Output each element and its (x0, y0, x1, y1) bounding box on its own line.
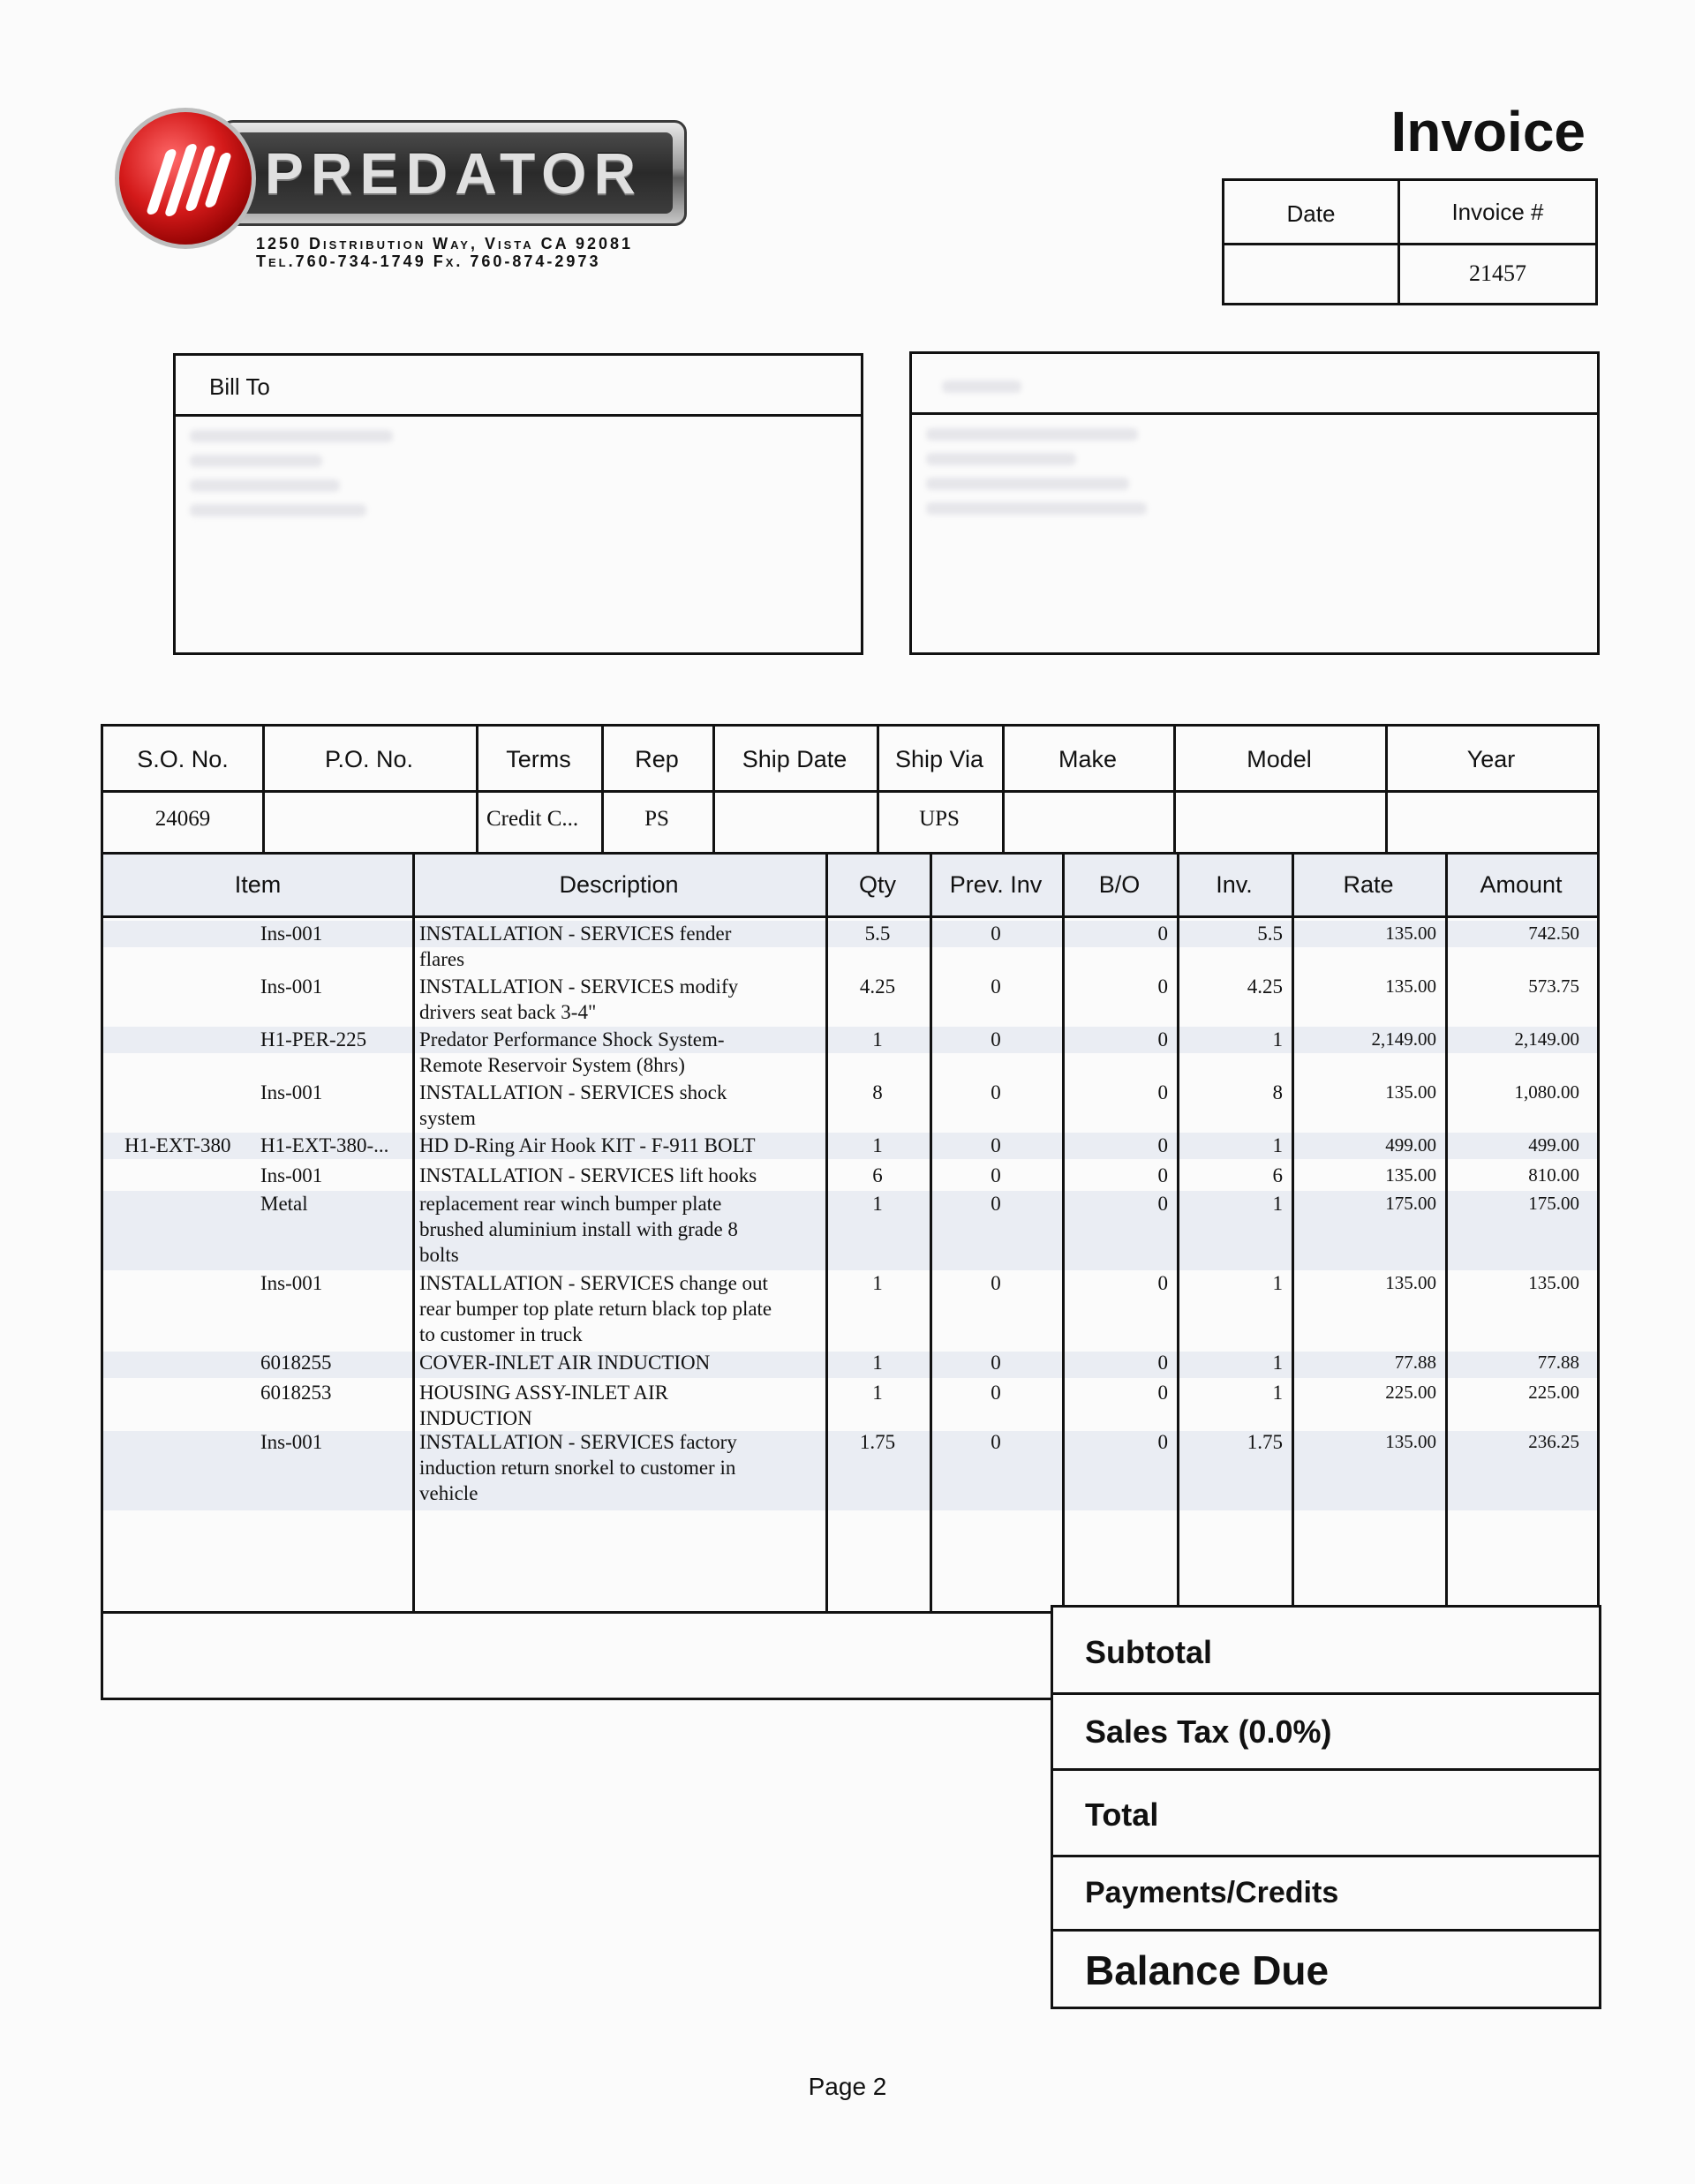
bill-to-label: Bill To (209, 373, 270, 400)
item-header-7: Amount (1480, 871, 1563, 898)
description-line: HD D-Ring Air Hook KIT - F-911 BOLT (419, 1134, 756, 1156)
item-backorder: 0 (1157, 975, 1168, 998)
bill-to-box (173, 353, 863, 655)
item-prev-inv: 0 (991, 1352, 1001, 1374)
description-line: INSTALLATION - SERVICES factory (419, 1431, 737, 1453)
order-header-5: Ship Via (894, 746, 984, 772)
company-logo-text: PREDATOR (264, 140, 644, 206)
item-code: Ins-001 (260, 975, 323, 998)
item-invoiced: 1 (1272, 1028, 1283, 1051)
item-invoiced: 1 (1272, 1352, 1283, 1374)
subtotal-label: Subtotal (1085, 1634, 1212, 1670)
page-number: Page 2 (808, 2073, 887, 2100)
item-qty: 1 (872, 1134, 883, 1156)
invoice-number-label: Invoice # (1451, 199, 1544, 225)
item-code: Ins-001 (260, 923, 323, 945)
item-code: Ins-001 (260, 1081, 323, 1103)
description-line: vehicle (419, 1482, 478, 1504)
item-code: 6018253 (260, 1382, 332, 1404)
description-line: INSTALLATION - SERVICES shock (419, 1081, 727, 1103)
item-description (419, 1380, 822, 1431)
item-description (419, 921, 822, 972)
item-qty: 1 (872, 1382, 883, 1404)
item-qty: 1 (872, 1028, 883, 1051)
item-prev-inv: 0 (991, 923, 1001, 945)
item-backorder: 0 (1157, 1028, 1168, 1051)
item-rate: 2,149.00 (1371, 1028, 1436, 1050)
item-amount: 236.25 (1528, 1431, 1579, 1452)
line-items-table (101, 724, 1600, 1700)
item-amount: 175.00 (1528, 1193, 1579, 1214)
item-header-5: Inv. (1216, 871, 1253, 898)
item-backorder: 0 (1157, 923, 1168, 945)
item-header-1: Description (559, 871, 679, 898)
order-header-0: S.O. No. (137, 746, 229, 772)
item-qty: 6 (872, 1164, 883, 1186)
invoice-info-box (1222, 178, 1598, 305)
description-line: HOUSING ASSY-INLET AIR (419, 1382, 668, 1404)
item-header-4: B/O (1098, 871, 1141, 898)
item-invoiced: 6 (1272, 1164, 1283, 1186)
order-header-4: Ship Date (742, 746, 848, 772)
item-header-0: Item (234, 871, 282, 898)
document-title: Invoice (1390, 100, 1586, 163)
item-code: 6018255 (260, 1352, 332, 1374)
item-rate: 135.00 (1385, 1272, 1436, 1293)
item-backorder: 0 (1157, 1134, 1168, 1156)
item-backorder: 0 (1157, 1272, 1168, 1294)
item-description (419, 1133, 822, 1158)
item-rate: 135.00 (1385, 923, 1436, 944)
logo-claw-icon (115, 108, 256, 249)
item-invoiced: 1 (1272, 1272, 1283, 1294)
item-rate: 135.00 (1385, 1081, 1436, 1103)
item-amount: 225.00 (1528, 1382, 1579, 1403)
item-group: H1-EXT-380 (124, 1134, 231, 1156)
item-description (419, 1191, 822, 1268)
balance-due-label: Balance Due (1085, 1947, 1330, 1993)
item-description (419, 1027, 822, 1078)
item-qty: 1.75 (859, 1431, 896, 1453)
item-rate: 77.88 (1394, 1352, 1436, 1373)
item-invoiced: 4.25 (1247, 975, 1283, 998)
item-description (419, 1163, 822, 1188)
item-backorder: 0 (1157, 1431, 1168, 1453)
item-description (419, 1080, 822, 1131)
item-header-2: Qty (858, 871, 896, 898)
description-line: induction return snorkel to customer in (419, 1457, 736, 1479)
item-prev-inv: 0 (991, 1272, 1001, 1294)
description-line: COVER-INLET AIR INDUCTION (419, 1352, 711, 1374)
item-rate: 135.00 (1385, 1431, 1436, 1452)
item-backorder: 0 (1157, 1352, 1168, 1374)
item-invoiced: 1 (1272, 1193, 1283, 1215)
description-line: rear bumper top plate return black top plate (419, 1298, 772, 1320)
date-label: Date (1286, 200, 1336, 227)
item-code: Ins-001 (260, 1431, 323, 1453)
description-line: Remote Reservoir System (8hrs) (419, 1054, 685, 1076)
description-line: system (419, 1107, 476, 1129)
item-amount: 2,149.00 (1514, 1028, 1579, 1050)
company-phone-fax: Tel.760-734-1749 Fx. 760-874-2973 (256, 252, 601, 270)
description-line: replacement rear winch bumper plate (419, 1193, 722, 1215)
item-amount: 742.50 (1528, 923, 1579, 944)
order-header-7: Model (1247, 746, 1312, 772)
sales-tax-label: Sales Tax (0.0%) (1085, 1713, 1332, 1750)
item-code: Ins-001 (260, 1272, 323, 1294)
item-backorder: 0 (1157, 1193, 1168, 1215)
description-line: INSTALLATION - SERVICES lift hooks (419, 1164, 757, 1186)
item-description (419, 974, 822, 1025)
item-rate: 135.00 (1385, 975, 1436, 997)
order-header-2: Terms (506, 746, 571, 772)
item-backorder: 0 (1157, 1382, 1168, 1404)
description-line: flares (419, 948, 465, 970)
item-amount: 810.00 (1528, 1164, 1579, 1186)
order-value-5: UPS (919, 807, 960, 831)
description-line: INSTALLATION - SERVICES modify (419, 975, 739, 998)
item-header-6: Rate (1343, 871, 1394, 898)
description-line: INSTALLATION - SERVICES change out (419, 1272, 768, 1294)
description-line: drivers seat back 3-4" (419, 1001, 597, 1023)
item-code: H1-EXT-380-... (260, 1134, 389, 1156)
order-header-1: P.O. No. (324, 746, 414, 772)
item-qty: 4.25 (859, 975, 896, 998)
item-header-3: Prev. Inv (949, 871, 1043, 898)
invoice-number-value: 21457 (1469, 260, 1526, 286)
item-invoiced: 5.5 (1257, 923, 1283, 945)
item-prev-inv: 0 (991, 1193, 1001, 1215)
ship-to-box (909, 351, 1600, 655)
item-rate: 225.00 (1385, 1382, 1436, 1403)
order-value-0: 24069 (154, 807, 211, 831)
item-rate: 135.00 (1385, 1164, 1436, 1186)
item-rate: 175.00 (1385, 1193, 1436, 1214)
item-amount: 77.88 (1537, 1352, 1579, 1373)
payments-credits-label: Payments/Credits (1085, 1876, 1339, 1909)
order-header-6: Make (1058, 746, 1118, 772)
item-prev-inv: 0 (991, 1164, 1001, 1186)
description-line: INSTALLATION - SERVICES fender (419, 923, 732, 945)
item-invoiced: 1 (1272, 1382, 1283, 1404)
order-header-8: Year (1466, 746, 1516, 772)
description-line: to customer in truck (419, 1323, 583, 1345)
item-description (419, 1270, 822, 1347)
item-qty: 1 (872, 1352, 883, 1374)
item-description (419, 1429, 822, 1506)
item-qty: 1 (872, 1272, 883, 1294)
item-prev-inv: 0 (991, 1028, 1001, 1051)
order-header-3: Rep (635, 746, 679, 772)
item-code: Metal (260, 1193, 308, 1215)
order-value-3: PS (644, 807, 669, 831)
item-prev-inv: 0 (991, 1431, 1001, 1453)
company-address: 1250 Distribution Way, Vista CA 92081 (256, 235, 633, 252)
item-amount: 1,080.00 (1514, 1081, 1579, 1103)
item-amount: 573.75 (1528, 975, 1579, 997)
item-prev-inv: 0 (991, 1081, 1001, 1103)
item-invoiced: 1.75 (1247, 1431, 1283, 1453)
item-amount: 135.00 (1528, 1272, 1579, 1293)
description-line: bolts (419, 1244, 459, 1266)
item-amount: 499.00 (1528, 1134, 1579, 1156)
item-backorder: 0 (1157, 1081, 1168, 1103)
description-line: INDUCTION (419, 1407, 532, 1429)
item-invoiced: 1 (1272, 1134, 1283, 1156)
order-value-2: Credit C... (486, 807, 579, 831)
item-invoiced: 8 (1272, 1081, 1283, 1103)
item-code: Ins-001 (260, 1164, 323, 1186)
item-prev-inv: 0 (991, 975, 1001, 998)
totals-box (1051, 1605, 1601, 2009)
item-qty: 8 (872, 1081, 883, 1103)
item-prev-inv: 0 (991, 1134, 1001, 1156)
description-line: Predator Performance Shock System- (419, 1028, 725, 1051)
item-rate: 499.00 (1385, 1134, 1436, 1156)
item-backorder: 0 (1157, 1164, 1168, 1186)
total-label: Total (1085, 1796, 1159, 1833)
item-qty: 1 (872, 1193, 883, 1215)
description-line: brushed aluminium install with grade 8 (419, 1218, 738, 1240)
item-qty: 5.5 (864, 923, 891, 945)
item-prev-inv: 0 (991, 1382, 1001, 1404)
item-description (419, 1350, 822, 1375)
item-code: H1-PER-225 (260, 1028, 367, 1051)
